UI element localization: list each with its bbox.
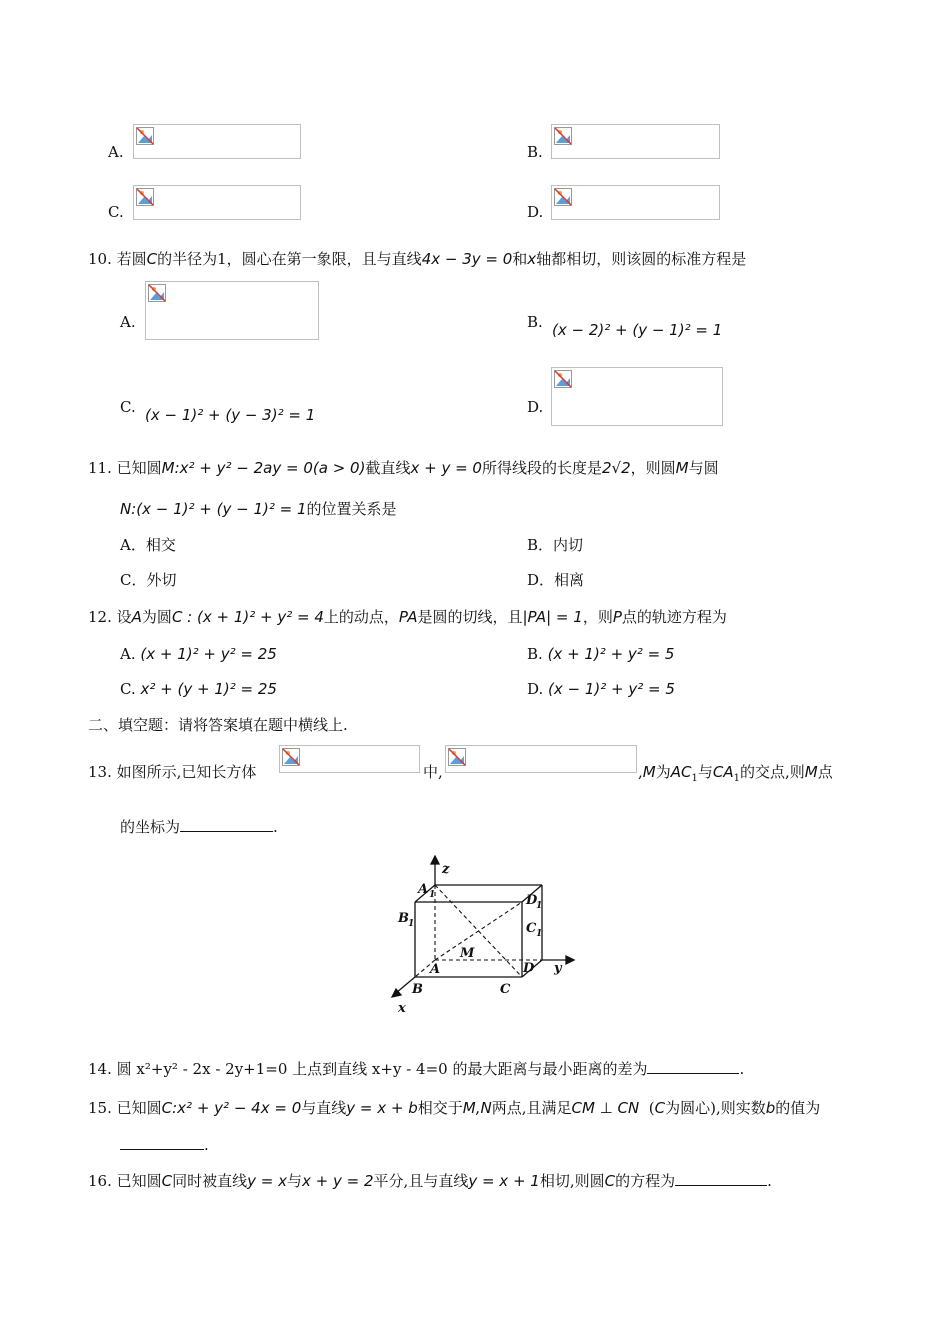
question-number: 16.: [88, 1172, 112, 1190]
svg-text:1: 1: [536, 901, 543, 911]
q12-option-c: C. x² + (y + 1)² = 25: [120, 680, 277, 698]
q10-option-c-equation: (x − 1)² + (y − 3)² = 1: [145, 406, 316, 424]
svg-text:1: 1: [408, 919, 415, 929]
q9-option-b-image: [551, 124, 720, 159]
answer-blank[interactable]: [647, 1059, 739, 1074]
q10-option-a-label: A.: [120, 313, 136, 331]
q9-option-c-label: C.: [108, 203, 124, 221]
q10-option-b-label: B.: [527, 313, 543, 331]
answer-blank[interactable]: [120, 1135, 204, 1150]
q11-stem-line2: N:(x − 1)² + (y − 1)² = 1的位置关系是: [120, 500, 397, 518]
q10-option-b-equation: (x − 2)² + (y − 1)² = 1: [552, 321, 723, 339]
q9-option-d-image: [551, 185, 720, 220]
q12-option-d: D. (x − 1)² + y² = 5: [527, 680, 675, 698]
q13-stem-part2: ,M为$AC_1$与$CA_1$的交点,则M点: [638, 763, 833, 784]
label-a1: A: [418, 882, 429, 897]
q16-stem: 16. 已知圆C同时被直线y = x与x + y = 2平分,且与直线y = x + 1相切,则圆C的方程为 .: [88, 1172, 772, 1190]
label-d1: D: [526, 893, 538, 908]
q10-option-c-label: C.: [120, 398, 136, 416]
diagonal-a1-c: [435, 885, 522, 977]
broken-image-icon: [554, 188, 572, 206]
broken-image-icon: [148, 284, 166, 302]
q13-stem-part1: 13. 如图所示,已知长方体: [88, 763, 257, 781]
label-x: x: [398, 1001, 406, 1015]
question-number: 13.: [88, 763, 112, 781]
question-number: 12.: [88, 608, 112, 626]
label-b1: B: [398, 911, 409, 926]
q9-option-c-image: [133, 185, 301, 220]
q12-stem: 12. 设A为圆C : (x + 1)² + y² = 4上的动点，PA是圆的切线，且|PA| = 1，则P点的轨迹方程为: [88, 608, 727, 626]
q11-option-a: A．相交: [120, 536, 176, 554]
q9-option-a-label: A.: [108, 143, 124, 161]
q12-option-a: A. (x + 1)² + y² = 25: [120, 645, 277, 663]
q15-stem: 15. 已知圆C:x² + y² − 4x = 0与直线y = x + b相交于M,N两点,且满足CM ⊥ CN (C为圆心),则实数b的值为: [88, 1099, 821, 1117]
q9-option-a-image: [133, 124, 301, 159]
label-y: y: [554, 961, 562, 976]
broken-image-icon: [136, 127, 154, 145]
q13-stem-line2: 的坐标为 .: [120, 818, 278, 836]
question-number: 14.: [88, 1060, 112, 1078]
question-number: 10.: [88, 250, 112, 268]
question-number: 11.: [88, 459, 112, 477]
cuboid-figure: [380, 855, 580, 1015]
q13-inline-image-1: [279, 745, 420, 773]
svg-text:1: 1: [536, 929, 543, 939]
answer-blank[interactable]: [180, 817, 273, 832]
broken-image-icon: [554, 370, 572, 388]
q11-option-d: D．相离: [527, 571, 585, 589]
answer-blank[interactable]: [675, 1171, 767, 1186]
q10-option-a-image: [145, 281, 319, 340]
y-axis-arrow: [566, 956, 574, 964]
q10-option-d-label: D.: [527, 398, 544, 416]
svg-text:1: 1: [429, 890, 436, 900]
q11-option-c: C．外切: [120, 571, 177, 589]
label-z: z: [442, 862, 450, 877]
q9-option-b-label: B.: [527, 143, 543, 161]
question-number: 15.: [88, 1099, 112, 1117]
label-c1: C: [526, 921, 537, 936]
q15-stem-line2: .: [120, 1135, 209, 1155]
label-c: C: [500, 982, 511, 997]
broken-image-icon: [282, 748, 300, 766]
q12-option-b: B. (x + 1)² + y² = 5: [527, 645, 675, 663]
label-d: D: [523, 961, 535, 976]
section-heading: 二、填空题：请将答案填在题中横线上.: [88, 716, 348, 734]
z-axis-arrow: [431, 856, 439, 864]
q11-option-b: B．内切: [527, 536, 584, 554]
label-b: B: [412, 982, 423, 997]
q13-inline-image-2: [445, 745, 637, 773]
q11-stem: 11. 已知圆M:x² + y² − 2ay = 0(a > 0)截直线x + y = 0所得线段的长度是2√2，则圆M与圆: [88, 459, 719, 477]
broken-image-icon: [554, 127, 572, 145]
label-m: M: [460, 946, 475, 961]
broken-image-icon: [136, 188, 154, 206]
broken-image-icon: [448, 748, 466, 766]
q9-option-d-label: D.: [527, 203, 544, 221]
q14-stem: 14. 圆 x²+y² - 2x - 2y+1=0 上点到直线 x+y - 4=0 的最大距离与最小距离的差为 .: [88, 1060, 745, 1078]
q10-option-d-image: [551, 367, 723, 426]
label-a: A: [430, 962, 441, 977]
q10-stem: 10. 若圆C的半径为1，圆心在第一象限，且与直线4x − 3y = 0和x轴都相切，则该圆的标准方程是: [88, 250, 747, 268]
